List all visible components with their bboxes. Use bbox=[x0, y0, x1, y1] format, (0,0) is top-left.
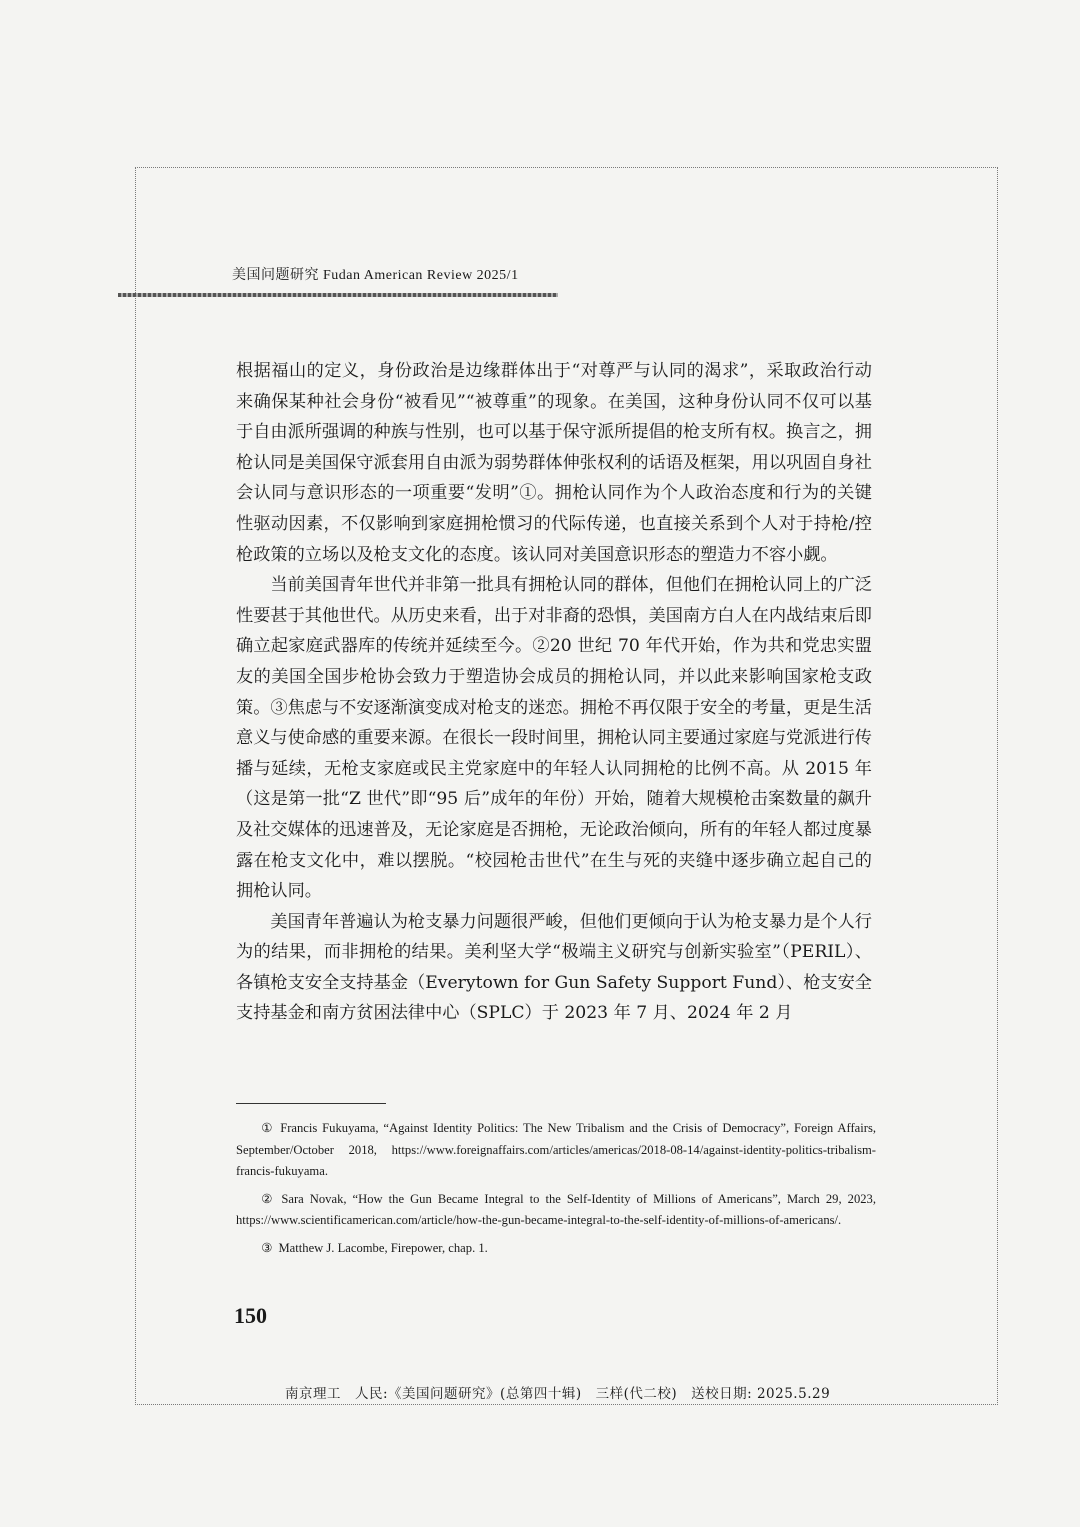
proof-info-line: 南京理工 人民:《美国问题研究》(总第四十辑) 三样(代二校) 送校日期: 2025.5.29 bbox=[285, 1386, 831, 1402]
footnote-mark: ① bbox=[261, 1121, 275, 1135]
footnotes bbox=[236, 1118, 876, 1265]
footnote-separator bbox=[236, 1103, 386, 1104]
footnote-text: Francis Fukuyama, “Against Identity Politics: The New Tribalism and the Crisis of Democracy”, Foreign Affairs, September/October 2018, https://www.foreignaffairs.com/articles/americas/2018-08-14/against-identity-politics-tribalism-francis-fukuyama. bbox=[236, 1121, 876, 1178]
body-paragraph: 美国青年普遍认为枪支暴力问题很严峻，但他们更倾向于认为枪支暴力是个人行为的结果，而非拥枪的结果。美利坚大学“极端主义研究与创新实验室”（PERIL）、各镇枪支安全支持基金（Everytown for Gun Safety Support Fund）、枪支安全支持基金和南方贫困法律中心（SPLC）于 2023 年 7 月、2024 年 2 月 bbox=[236, 911, 872, 1024]
body-paragraph: 当前美国青年世代并非第一批具有拥枪认同的群体，但他们在拥枪认同上的广泛性要甚于其他世代。从历史来看，出于对非裔的恐惧，美国南方白人在内战结束后即确立起家庭武器库的传统并延续至今。②20 世纪 70 年代开始，作为共和党忠实盟友的美国全国步枪协会致力于塑造协会成员的拥枪认同，并以此来影响国家枪支政策。③焦虑与不安逐渐演变成对枪支的迷恋。拥枪不再仅限于安全的考量，更是生活意义与使命感的重要来源。在很长一段时间里，拥枪认同主要通过家庭与党派进行传播与延续，无枪支家庭或民主党家庭中的年轻人认同拥枪的比例不高。从 2015 年（这是第一批“Z 世代”即“95 后”成年的年份）开始，随着大规模枪击案数量的飙升及社交媒体的迅速普及，无论家庭是否拥枪，无论政治倾向，所有的年轻人都过度暴露在枪支文化中，难以摆脱。“校园枪击世代”在生与死的夹缝中逐步确立起自己的拥枪认同。 bbox=[236, 575, 872, 902]
footnote-text: Matthew J. Lacombe, Firepower, chap. 1. bbox=[278, 1240, 488, 1255]
footnote-mark: ② bbox=[261, 1191, 276, 1206]
running-head: 美国问题研究 Fudan American Review 2025/1 bbox=[232, 268, 519, 283]
footnote bbox=[236, 1118, 876, 1183]
footnote bbox=[236, 1238, 876, 1260]
body-paragraph: 根据福山的定义，身份政治是边缘群体出于“对尊严与认同的渴求”，采取政治行动来确保某种社会身份“被看见”“被尊重”的现象。在美国，这种身份认同不仅可以基于自由派所强调的种族与性别，也可以基于保守派所提倡的枪支所有权。换言之，拥枪认同是美国保守派套用自由派为弱势群体伸张权利的话语及框架，用以巩固自身社会认同与意识形态的一项重要“发明”①。拥枪认同作为个人政治态度和行为的关键性驱动因素，不仅影响到家庭拥枪惯习的代际传递，也直接关系到个人对于持枪/控枪政策的立场以及枪支文化的态度。该认同对美国意识形态的塑造力不容小觑。 bbox=[236, 361, 872, 565]
footnote bbox=[236, 1189, 876, 1232]
body-text bbox=[236, 356, 872, 1029]
header-rule bbox=[118, 293, 558, 297]
footnote-mark: ③ bbox=[261, 1240, 273, 1255]
page-number: 150 bbox=[234, 1303, 267, 1328]
footnote-text: Sara Novak, “How the Gun Became Integral to the Self-Identity of Millions of Americans”, March 29, 2023, https://www.scientificamerican.com/article/how-the-gun-became-integral-to-the-self-identity-of-millions-of-americans/. bbox=[236, 1191, 876, 1227]
